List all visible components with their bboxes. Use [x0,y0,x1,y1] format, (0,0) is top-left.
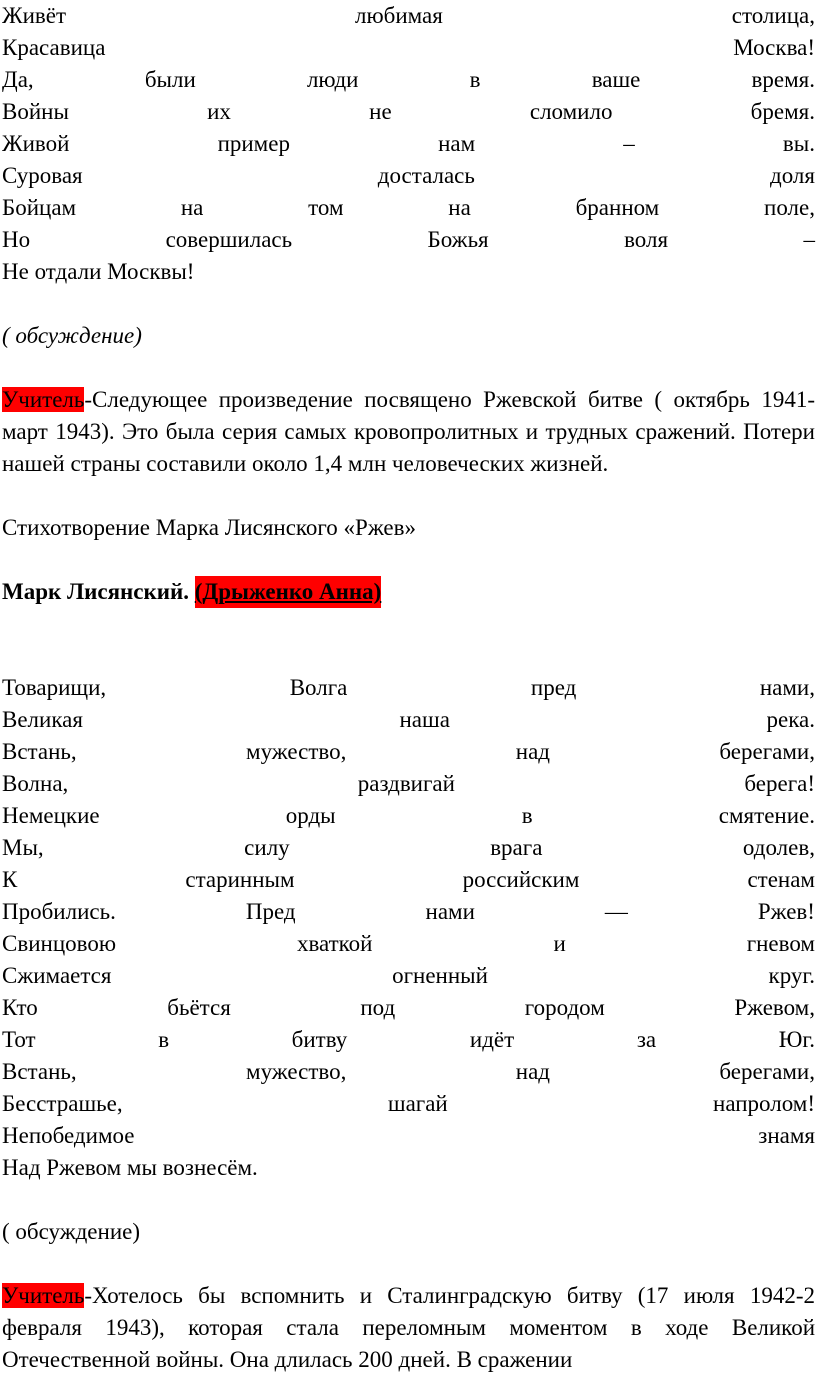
poem-line [2,1152,815,1184]
poem-word: сломило [529,99,613,124]
discussion-note [2,320,815,352]
poem-moscow [2,0,815,256]
poem-word: поле, [764,195,815,220]
poem-word: – [623,131,635,156]
poem-word: за [636,1027,657,1052]
poem-word: Товарищи, [2,675,107,700]
poem-word: Живёт [2,3,67,28]
poem-line [2,96,815,128]
poem-word: врага [490,835,543,860]
poem-word: совершилась [165,227,293,252]
poem-word: городом [524,995,605,1020]
teacher-remark-text: -Хотелось бы вспомнить и Сталинградскую битву (17 июля 1942-2 февраля 1943), которая стала переломным моментом в ходе Великой Отечественной войны. Она длилась 200 дней. В сражении [2,1283,815,1372]
poem-word: над [515,739,550,764]
poem-word: мужество, [246,739,347,764]
poem-word: Непобедимое [2,1123,135,1148]
poem-word: ваше [591,67,641,92]
poem-word: Ржевом, [734,995,815,1020]
poem-word: напролом! [713,1091,815,1116]
poem-word: раздвигай [357,771,455,796]
poem-word: на [448,195,471,220]
poem-word: воля [624,227,669,252]
poem-word: Встань, [2,739,77,764]
poem-word: Немецкие [2,803,100,828]
poem-word: Волга [289,675,348,700]
discussion-text: ( обсуждение) [2,323,142,348]
poem-line [2,864,815,896]
poem-word: Тот [2,1027,36,1052]
poem-line [2,1056,815,1088]
poem-word: вы. [782,131,815,156]
poem-title-text: Стихотворение Марка Лисянского «Ржев» [2,515,416,540]
poem-line [2,896,815,928]
poem-word: Бесстрашье, [2,1091,123,1116]
poem-word: бранном [575,195,660,220]
poem-word: Волна, [2,771,69,796]
poem-word: гневом [746,931,815,956]
poem-line [2,128,815,160]
poem-word: нам [438,131,476,156]
poem-word: над [515,1059,550,1084]
document-page [2,0,815,1376]
poem-word: доля [770,163,815,188]
poem-word: столица, [731,3,815,28]
poem-word: круг. [768,963,815,988]
poem-line [2,800,815,832]
poem-word: огненный [392,963,488,988]
poem-word: российским [462,867,580,892]
poem-line [2,32,815,64]
teacher-remark [2,384,815,480]
poem-word: Сжимается [2,963,112,988]
poem-word: в [469,67,481,92]
poem-word: Бойцам [2,195,77,220]
poem-line [2,768,815,800]
poem-word: Свинцовою [2,931,117,956]
poem-word: бремя. [750,99,815,124]
teacher-label: Учитель [2,387,85,412]
poem-word: Живой [2,131,70,156]
poem-word: берегами, [719,1059,815,1084]
poem-line [2,992,815,1024]
poem-line [2,960,815,992]
teacher-remark-text: -Следующее произведение посвящено Ржевской битве ( октябрь 1941-март 1943). Это была серия самых кровопролитных и трудных сражений. Потери нашей страны составили около 1,4 млн человеческих жизней. [2,387,815,476]
author-name: Марк Лисянский. [2,579,190,604]
poem-last-line: Не отдали Москвы! [2,259,195,284]
poem-word: бьётся [167,995,231,1020]
poem-title [2,512,815,544]
poem-word: досталась [377,163,475,188]
poem-word: люди [306,67,359,92]
poem-word: хваткой [296,931,373,956]
poem-line [2,832,815,864]
poem-word: Москва! [733,35,815,60]
poem-line [2,256,815,288]
poem-line [2,160,815,192]
discussion-note [2,1216,815,1248]
poem-word: битву [291,1027,348,1052]
author-line [2,576,815,608]
poem-word: пред [530,675,577,700]
poem-line [2,736,815,768]
poem-word: Суровая [2,163,83,188]
poem-word: Войны [2,99,69,124]
poem-word: одолев, [742,835,815,860]
discussion-text: ( обсуждение) [2,1219,140,1244]
poem-word: шагай [387,1091,448,1116]
poem-word: Красавица [2,35,106,60]
poem-word: орды [285,803,336,828]
poem-word: знамя [758,1123,815,1148]
poem-word: Пробились. [2,899,116,924]
reader-name: (Дрыженко Анна) [195,576,382,608]
poem-line [2,64,815,96]
poem-line [2,1088,815,1120]
poem-word: в [158,1027,170,1052]
poem-line [2,0,815,32]
poem-word: в [521,803,533,828]
poem-word: старинным [185,867,295,892]
poem-word: силу [244,835,290,860]
poem-word: К [2,867,18,892]
poem-word: Великая [2,707,83,732]
poem-word: и [553,931,566,956]
poem-line [2,1120,815,1152]
poem-word: пример [217,131,290,156]
poem-word: стенам [747,867,815,892]
poem-word: Ржев! [757,899,815,924]
poem-word: река. [766,707,815,732]
poem-word: нами [425,899,475,924]
poem-word: Встань, [2,1059,77,1084]
poem-word: любимая [354,3,443,28]
poem-line [2,672,815,704]
poem-word: – [803,227,815,252]
poem-word: на [180,195,204,220]
poem-line [2,704,815,736]
poem-word: берега! [744,771,815,796]
poem-word: были [144,67,196,92]
poem-word: время. [751,67,815,92]
poem-word: идёт [469,1027,515,1052]
poem-word: том [308,195,344,220]
poem-word: Пред [245,899,296,924]
poem-word: Юг. [778,1027,815,1052]
poem-word: не [369,99,392,124]
poem-word: наша [399,707,450,732]
teacher-remark [2,1280,815,1376]
poem-word: смятение. [718,803,815,828]
poem-last-line: Над Ржевом мы вознесём. [2,1155,258,1180]
poem-rzhev [2,672,815,1152]
poem-word: Да, [2,67,34,92]
poem-word: Но [2,227,31,252]
poem-word: Кто [2,995,38,1020]
poem-line [2,1024,815,1056]
poem-line [2,928,815,960]
poem-word: под [360,995,396,1020]
poem-line [2,192,815,224]
poem-word: мужество, [246,1059,347,1084]
poem-word: Божья [427,227,489,252]
poem-line [2,224,815,256]
poem-word: Мы, [2,835,44,860]
poem-word: их [207,99,231,124]
teacher-label: Учитель [2,1283,85,1308]
poem-word: нами, [759,675,815,700]
poem-word: берегами, [719,739,815,764]
poem-word: — [604,899,628,924]
